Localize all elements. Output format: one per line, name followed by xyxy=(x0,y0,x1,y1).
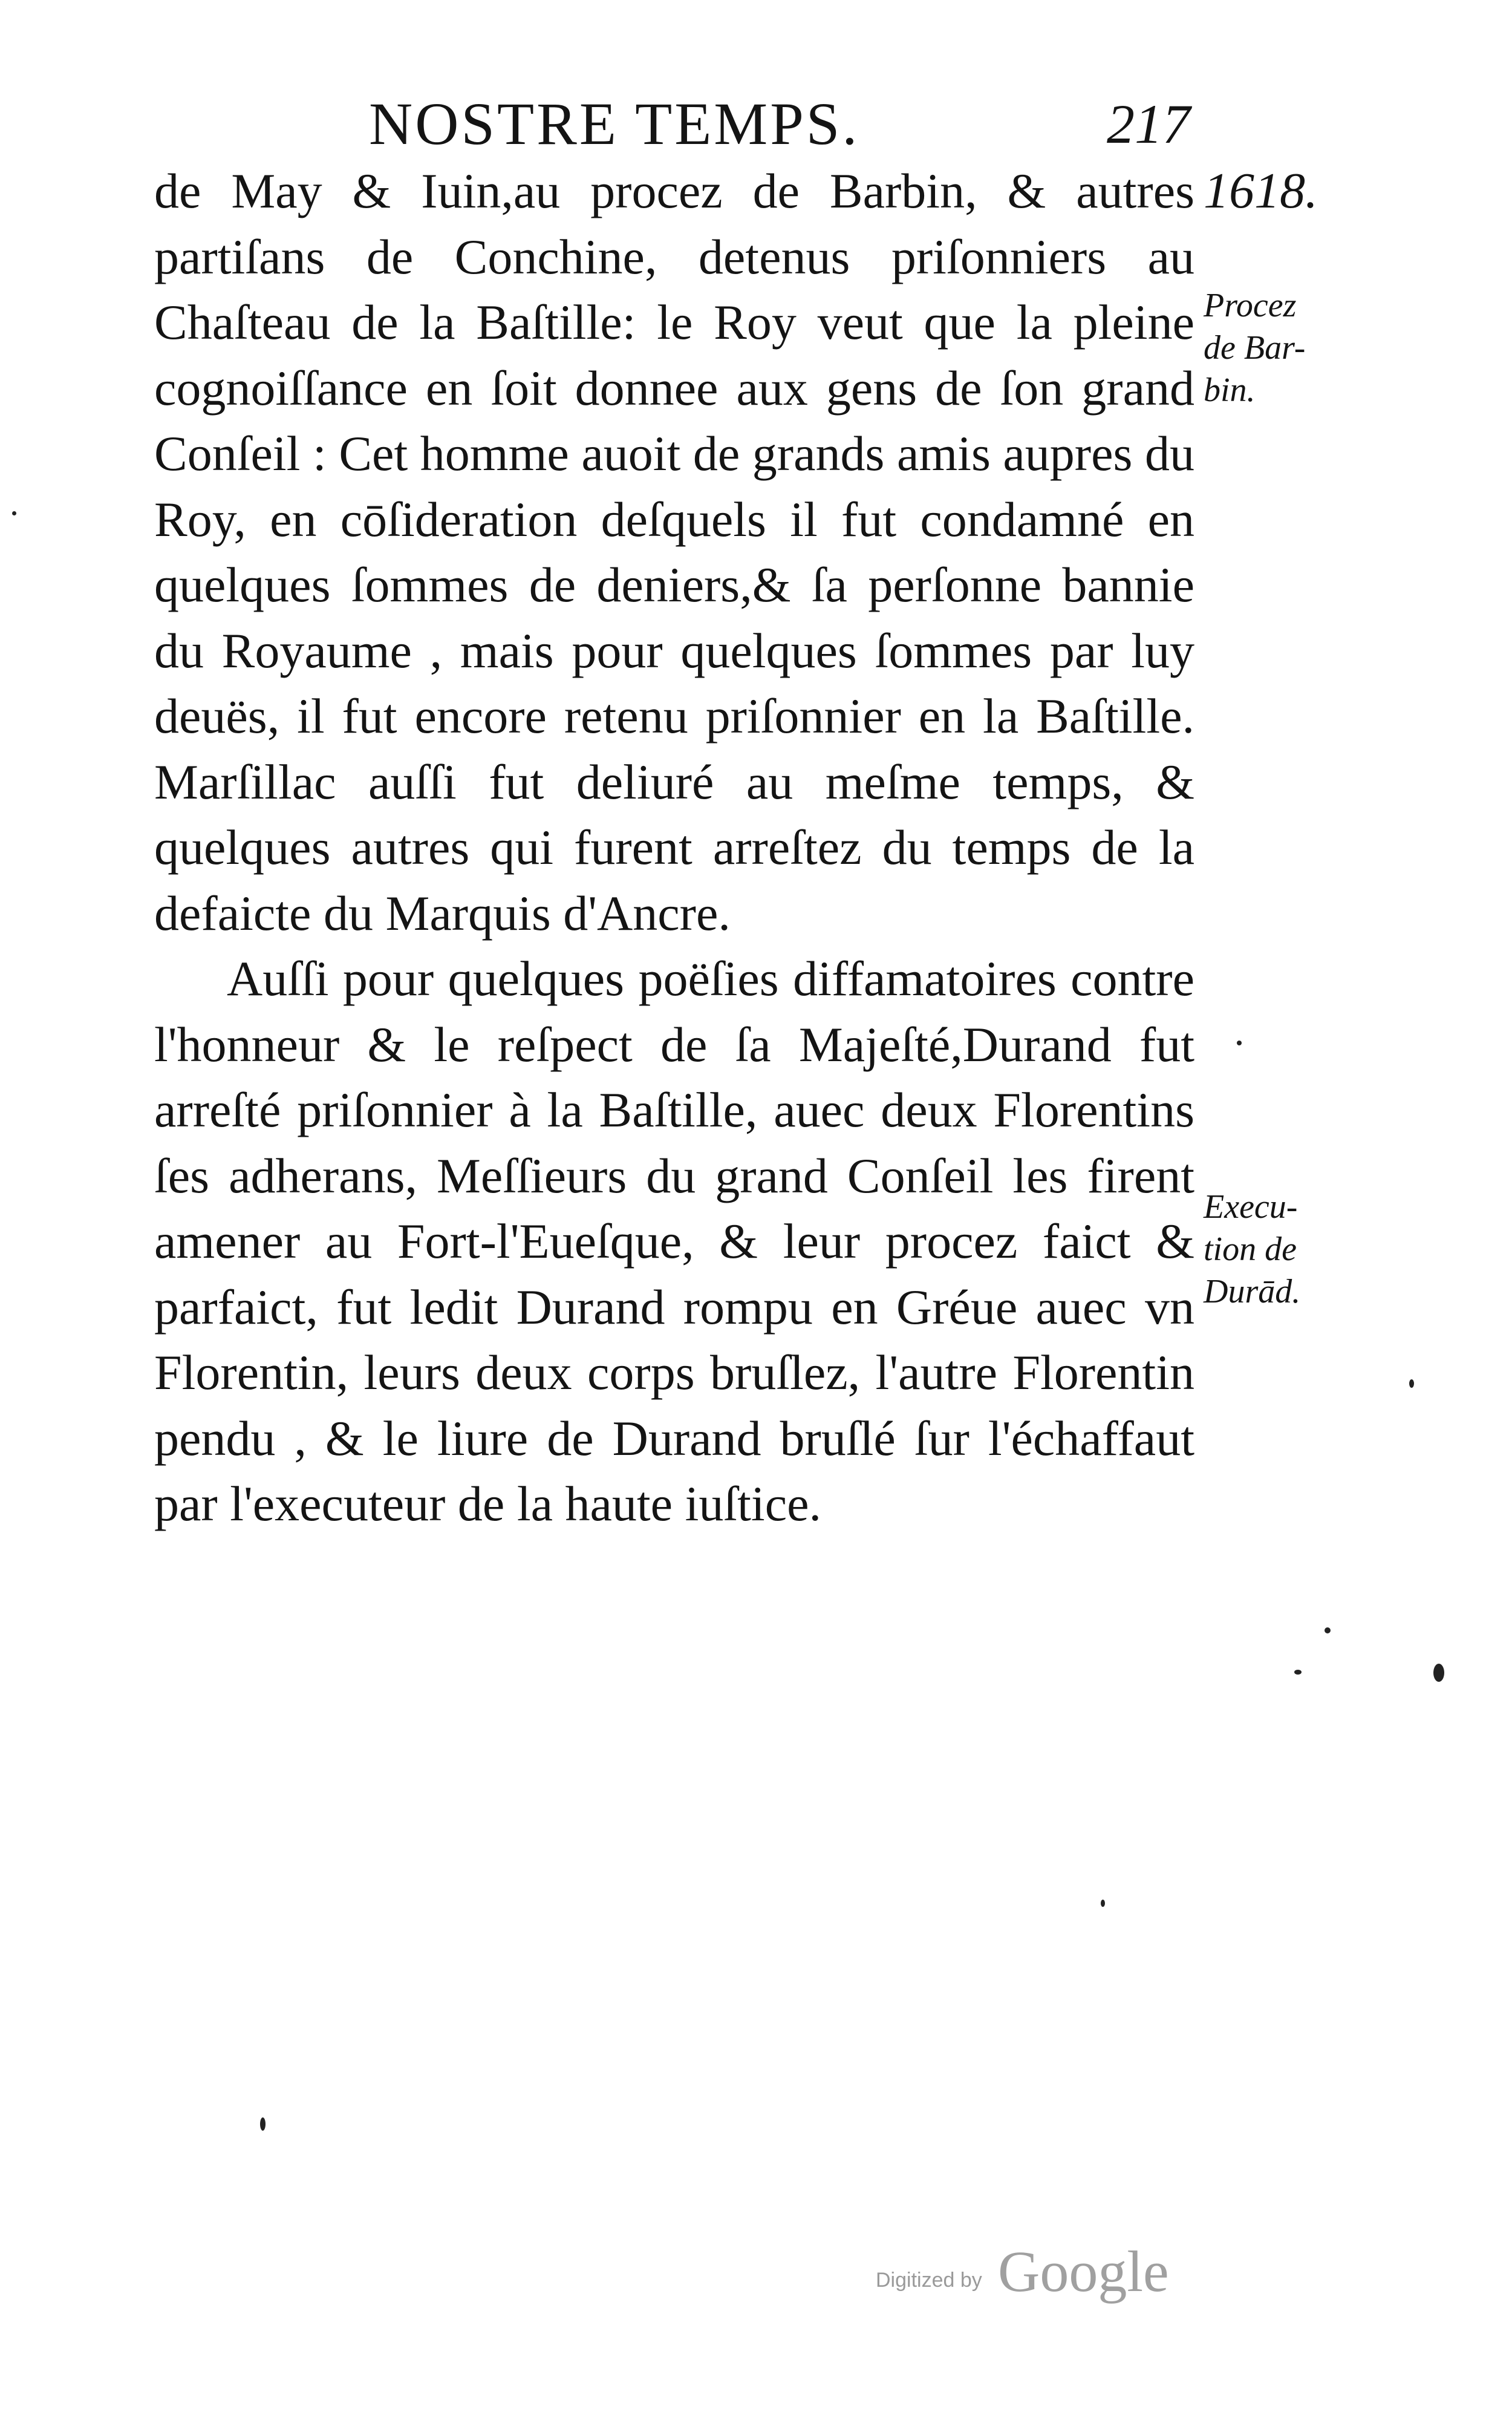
ink-speck xyxy=(1433,1664,1444,1682)
ink-speck xyxy=(1409,1379,1414,1388)
body-text xyxy=(154,159,1194,1537)
paragraph-barbin: de May & Iuin,au procez de Barbin, & autres partiſans de Conchine, detenus priſonniers au Chaſteau de la Baſtille: le Roy veut que la pleine cognoiſſance en ſoit donnee aux gens de ſon grand Conſeil : Cet homme auoit de grands amis aupres du Roy, en cōſideration deſquels il fut condamné en quelques ſommes de deniers,& ſa perſonne bannie du Royaume , mais pour quelques ſommes par luy deuës, il fut encore retenu priſonnier en la Baſtille. Marſillac auſſi fut deliuré au meſme temps, & quelques autres qui furent arreſtez du temps de la defaicte du Marquis d'Ancre. xyxy=(154,163,1194,941)
page-number: 217 xyxy=(1107,93,1190,155)
ink-speck xyxy=(1101,1900,1105,1907)
ink-speck xyxy=(1237,1041,1242,1045)
margin-note-durand xyxy=(1204,1186,1343,1313)
running-head xyxy=(369,90,1190,157)
margin-year: 1618. xyxy=(1204,163,1318,219)
running-title: NOSTRE TEMPS. xyxy=(369,90,860,157)
margin-note-line: Procez xyxy=(1204,287,1297,324)
paragraph-durand: Auſſi pour quelques poëſies diffamatoires contre l'honneur & le reſpect de ſa Majeſté,Durand fut arreſté priſonnier à la Baſtille, auec deux Florentins ſes adherans, Meſſieurs du grand Conſeil les firent amener au Fort-l'Eueſque, & leur procez faict & parfaict, fut ledit Durand rompu en Gréue auec vn Florentin, leurs deux corps bruſlez, l'autre Florentin pendu , & le liure de Durand bruſlé ſur l'échaffaut par l'executeur de la haute iuſtice. xyxy=(154,951,1194,1531)
margin-note-line: Execu- xyxy=(1204,1188,1298,1226)
google-logo: Google xyxy=(998,2239,1169,2304)
margin-note-line: de Bar- xyxy=(1204,329,1306,367)
ink-speck xyxy=(260,2117,266,2131)
margin-note-line: bin. xyxy=(1204,371,1256,409)
digitized-watermark xyxy=(871,2238,1210,2305)
ink-speck xyxy=(1325,1627,1331,1633)
digitized-label: Digitized by xyxy=(876,2269,982,2292)
margin-note-barbin xyxy=(1204,284,1343,411)
ink-speck xyxy=(1294,1670,1302,1675)
ink-speck xyxy=(12,511,16,515)
margin-note-line: Durād. xyxy=(1204,1273,1301,1310)
margin-note-line: tion de xyxy=(1204,1231,1297,1268)
